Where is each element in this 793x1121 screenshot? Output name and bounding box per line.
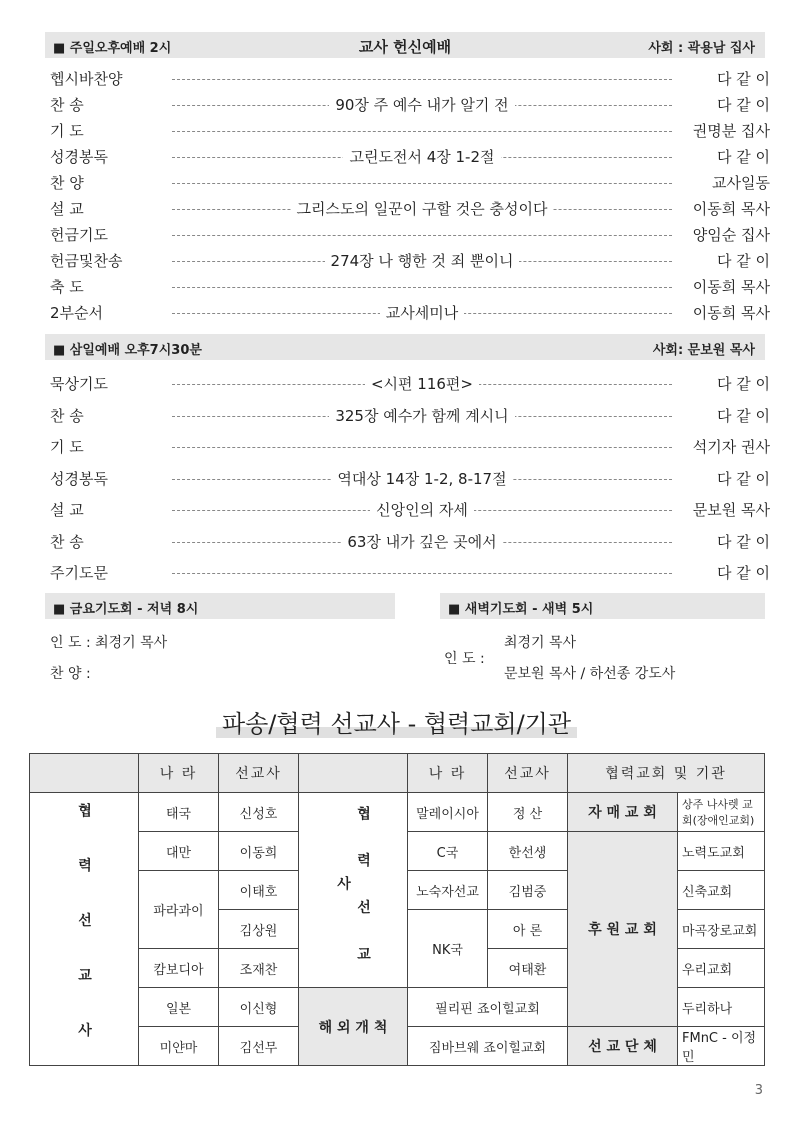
order-person: 권명분 집사: [692, 122, 770, 140]
order-detail: 교사세미나: [172, 302, 672, 323]
order-label: 헌금및찬송: [50, 252, 123, 270]
sunday-service-header: [45, 32, 765, 58]
wed-row: [50, 405, 770, 427]
order-label: 찬 송: [50, 96, 84, 114]
wed-row: [50, 468, 770, 490]
order-person: 이동희 목사: [692, 278, 770, 296]
order-label: 성경봉독: [50, 148, 108, 166]
order-detail: 325장 예수가 함께 계시니: [172, 405, 672, 426]
order-label: 헵시바찬양: [50, 70, 123, 88]
sunday-service-time: ■ 주일오후예배 2시: [53, 41, 172, 56]
dawn-leader-label: 인 도 :: [444, 651, 485, 667]
sun-row: [50, 276, 770, 298]
order-person: 다 같 이: [716, 70, 770, 88]
sun-row: [50, 302, 770, 324]
dotted-leader: [172, 183, 672, 184]
order-person: 이동희 목사: [692, 200, 770, 218]
order-label: 설 교: [50, 200, 84, 218]
missions-title: 파송/협력 선교사 - 협력교회/기관: [0, 704, 793, 739]
order-detail: 신앙인의 자세: [172, 499, 672, 520]
order-label: 기 도: [50, 438, 84, 456]
order-person: 다 같 이: [716, 375, 770, 393]
order-label: 축 도: [50, 278, 84, 296]
order-label: 성경봉독: [50, 469, 108, 488]
dotted-leader: [172, 287, 672, 288]
sister-church-label: 자 매 교 회: [568, 793, 678, 832]
order-person: 다 같 이: [716, 252, 770, 270]
wed-row: [50, 562, 770, 584]
order-person: 다 같 이: [716, 148, 770, 166]
dotted-leader: [172, 131, 672, 132]
sun-row: [50, 224, 770, 246]
overseas-label: 해 외 개 척: [299, 988, 408, 1066]
dotted-leader: [172, 573, 672, 574]
missions-table: 나 라 선교사 나 라 선교사 협력교회 및 기관 협 력 선 교 사 태국 신성호 협 력 선 교 사 말레이시아 정 산 자 매 교 회 상주 나사렛 교회(장애인교회) 대만 이동희 C국 한선생 후 원 교 회 노력도교회 파라과이 이태호 노숙자선교 김범중 신축교회 김상원 NK국 아 론 마곡장로교회 캄보디아 조재찬 여태환 우리교회 일본 이신형 해 외 개 척 필리핀 죠이힐교회 두리하나 미얀마 김선무 짐바브웨 죠이힐교회 선 교 단 체 FMnC - 이정민: [29, 753, 765, 1066]
order-label: 기 도: [50, 122, 84, 140]
wed-row: [50, 531, 770, 553]
sunday-service-host: 사회 : 곽용남 집사: [648, 41, 755, 56]
order-person: 석기자 권사: [692, 438, 770, 456]
friday-leader: 인 도 : 최경기 목사: [50, 635, 168, 651]
group-coop-1: 협 력 선 교 사: [30, 793, 139, 1066]
order-person: 다 같 이: [716, 564, 770, 582]
dawn-leader-1: 최경기 목사: [504, 635, 577, 651]
wed-row: [50, 436, 770, 458]
sun-row: [50, 120, 770, 142]
dotted-leader: [172, 235, 672, 236]
wed-row: [50, 373, 770, 395]
sunday-service-title: 교사 헌신예배: [358, 38, 452, 56]
friday-praise: 찬 양 :: [50, 666, 91, 682]
order-label: 찬 양: [50, 174, 84, 192]
dotted-leader: [172, 79, 672, 80]
order-label: 설 교: [50, 501, 84, 519]
order-person: 이동희 목사: [692, 304, 770, 322]
order-detail: 그리스도의 일꾼이 구할 것은 충성이다: [172, 198, 672, 219]
page-number: 3: [754, 1083, 763, 1098]
order-label: 헌금기도: [50, 226, 108, 244]
sun-row: [50, 68, 770, 90]
order-person: 양임순 집사: [692, 226, 770, 244]
dawn-leader-2: 문보원 목사 / 하선종 강도사: [504, 666, 676, 682]
support-church-label: 후 원 교 회: [568, 832, 678, 1027]
order-label: 찬 송: [50, 532, 84, 551]
order-detail: 63장 내가 깊은 곳에서: [172, 531, 672, 552]
order-label: 주기도문: [50, 564, 108, 582]
dawn-prayer-header: ■ 새벽기도회 - 새벽 5시: [440, 593, 765, 619]
order-detail: 고린도전서 4장 1-2절: [172, 146, 672, 167]
wednesday-service-header: [45, 334, 765, 360]
sun-row: [50, 146, 770, 168]
order-detail: 274장 나 행한 것 죄 뿐이니: [172, 250, 672, 271]
order-detail: <시편 116편>: [172, 373, 672, 394]
wednesday-service-time: ■ 삼일예배 오후7시30분: [53, 343, 202, 358]
order-person: 다 같 이: [716, 469, 770, 488]
sun-row: [50, 250, 770, 272]
order-person: 문보원 목사: [692, 501, 770, 519]
sun-row: [50, 94, 770, 116]
sun-row: [50, 172, 770, 194]
friday-prayer-header: ■ 금요기도회 - 저녁 8시: [45, 593, 395, 619]
dotted-leader: [172, 447, 672, 448]
order-label: 2부순서: [50, 304, 104, 322]
order-label: 찬 송: [50, 406, 84, 425]
order-detail: 역대상 14장 1-2, 8-17절: [172, 468, 672, 489]
order-person: 다 같 이: [716, 406, 770, 425]
order-person: 다 같 이: [716, 96, 770, 114]
group-coop-2: 협 력 선 교 사: [299, 793, 408, 988]
mission-org-label: 선 교 단 체: [568, 1027, 678, 1066]
order-person: 다 같 이: [716, 532, 770, 551]
sun-row: [50, 198, 770, 220]
wednesday-service-host: 사회: 문보원 목사: [652, 343, 755, 358]
order-person: 교사일동: [712, 174, 770, 192]
wed-row: [50, 499, 770, 521]
order-label: 묵상기도: [50, 375, 108, 393]
order-detail: 90장 주 예수 내가 알기 전: [172, 94, 672, 115]
